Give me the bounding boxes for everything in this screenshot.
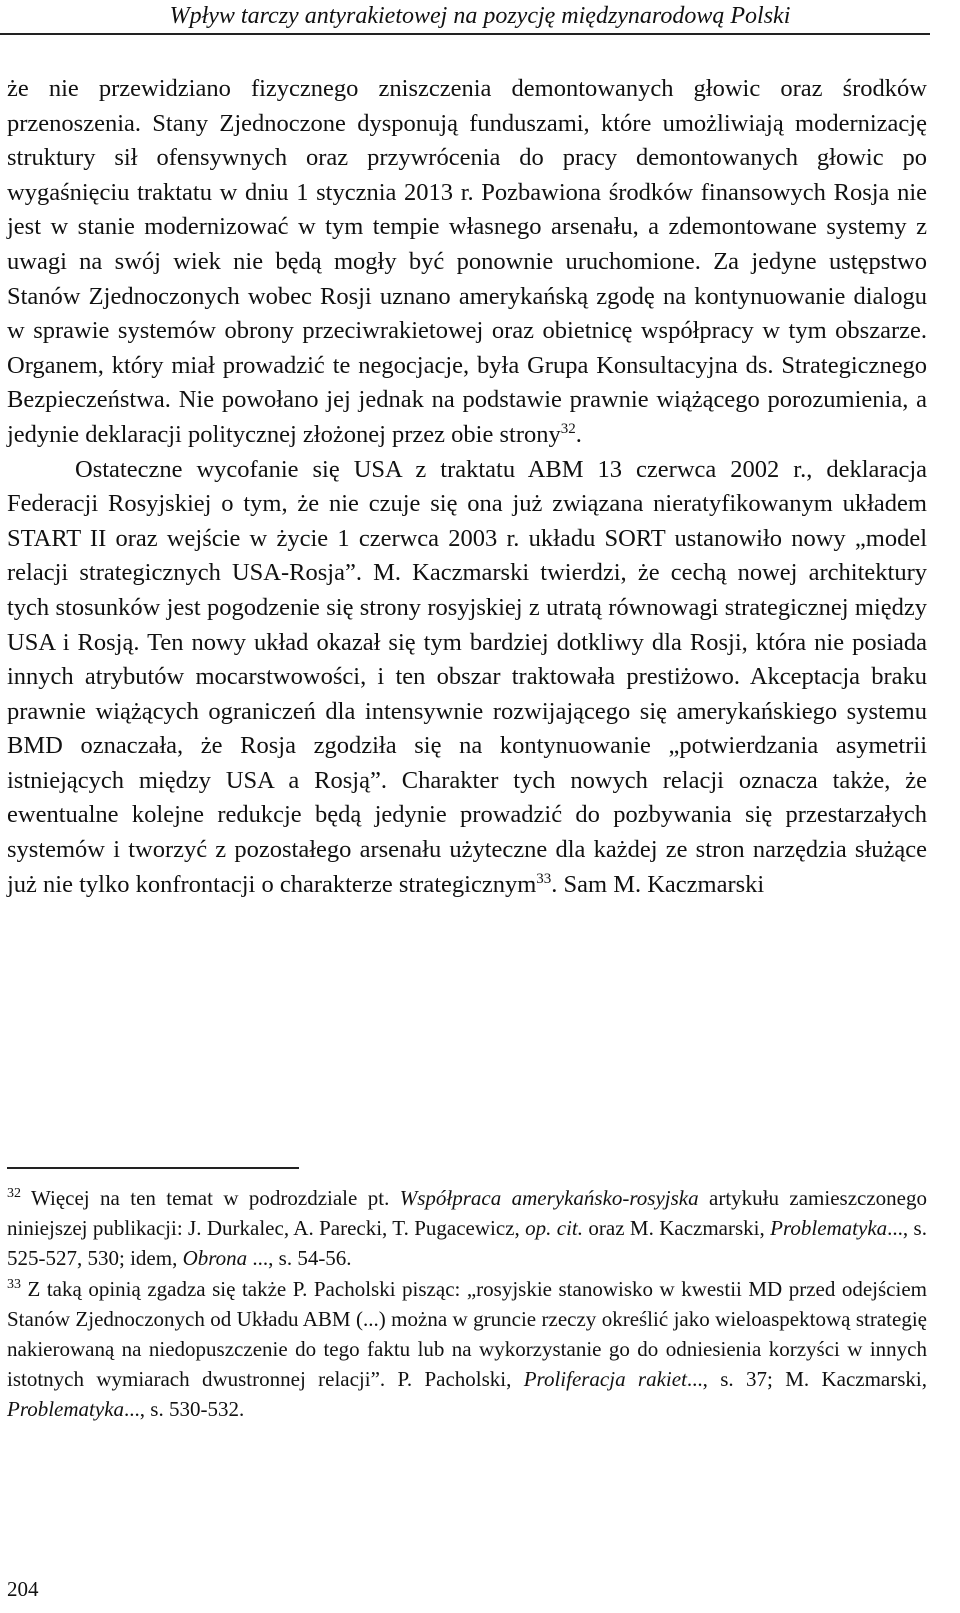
paragraph-2-tail: . Sam M. Kaczmarski [551, 870, 765, 898]
footnote-text: ..., s. 525-527, 530; idem, [7, 1216, 927, 1271]
paragraph-2 [7, 453, 927, 903]
footnote-text: ..., s. 530-532. [124, 1397, 245, 1422]
footnote-text: Więcej na ten temat w podrozdziale pt. [21, 1186, 400, 1210]
footnote-text: Z taką opinią zgadza się także P. Pacholski pisząc: „rosyjskie stanowisko w kwestii MD przed odejściem Stanów Zjednoczonych od Układu ABM (...) można w gruncie rzeczy określić jako wieloaspektową strategię nakierowaną na niedopuszczenie do tego faktu lub na wykorzystanie go do odniesienia korzyści w innych istotnych wymiarach dwustronnej relacji”. P. Pacholski, [7, 1276, 927, 1392]
footnote-text: artykułu zamieszczonego niniejszej publikacji: J. Durkalec, A. Parecki, T. Pugacewicz, [7, 1186, 927, 1241]
footnote-ref-33: 33 [536, 870, 552, 887]
footnotes [7, 1183, 927, 1425]
footnote-rule [7, 1167, 299, 1169]
footnote-32 [7, 1183, 927, 1274]
footnote-italic-title: Współpraca amerykańsko-rosyjska [399, 1186, 699, 1210]
paragraph-1-end: . [575, 420, 582, 448]
header-rule [0, 33, 930, 35]
running-title: Wpływ tarczy antyrakietowej na pozycję międzynarodową Polski [169, 3, 791, 29]
page-number: 204 [7, 1577, 39, 1601]
footnote-number: 32 [7, 1186, 21, 1201]
main-text [7, 72, 927, 902]
footnote-text: ..., s. 37; M. Kaczmarski, [686, 1367, 928, 1392]
footnote-number: 33 [7, 1276, 21, 1292]
footnote-33 [7, 1274, 927, 1425]
paragraph-1 [7, 72, 927, 453]
footnote-italic-title: Problematyka [7, 1397, 125, 1422]
paragraph-2-text: Ostateczne wycofanie się USA z traktatu ABM 13 czerwca 2002 r., deklaracja Federacji Rosyjskiej o tym, że nie czuje się ona już związana nieratyfikowanym układem START II oraz wejście w życie 1 czerwca 2003 r. układu SORT ustanowiło nowy „model relacji strategicznych USA-Rosja”. M. Kaczmarski twierdzi, że cechą nowej architektury tych stosunków jest pogodzenie się strony rosyjskiej z utratą równowagi strategicznej między USA i Rosją. Ten nowy układ okazał się tym bardziej dotkliwy dla Rosji, która nie posiada innych atrybutów mocarstwowości, i ten obszar traktowała prestiżowo. Akceptacja braku prawnie wiążących ograniczeń dla intensywnie rozwijającego się amerykańskiego systemu BMD oznaczała, że Rosja zgodziła się na kontynuowanie „potwierdzania asymetrii istniejących między USA a Rosją”. Charakter tych nowych relacji oznacza także, że ewentualne kolejne redukcje będą jedynie prowadzić do pozbywania się przestarzałych systemów i tworzyć z pozostałego arsenału użyteczne dla każdej ze stron narzędzia służące już nie tylko konfrontacji o charakterze strategicznym [7, 455, 927, 898]
footnote-italic: op. cit. [525, 1216, 584, 1241]
paragraph-1-text: że nie przewidziano fizycznego zniszczenia demontowanych głowic oraz środków przenoszenia. Stany Zjednoczone dysponują funduszami, które umożliwiają modernizację struktury sił ofensywnych oraz przywrócenia do pracy demontowanych głowic po wygaśnięciu traktatu w dniu 1 stycznia 2013 r. Pozbawiona środków finansowych Rosja nie jest w stanie modernizować w tym tempie własnego arsenału, a zdemontowane systemy z uwagi na swój wiek nie będą mogły być ponownie uruchomione. Za jedyne ustępstwo Stanów Zjednoczonych wobec Rosji uznano amerykańską zgodę na kontynuowanie dialogu w sprawie systemów obrony przeciwrakietowej oraz obietnicę współpracy w tym obszarze. Organem, który miał prowadzić te negocjacje, była Grupa Konsultacyjna ds. Strategicznego Bezpieczeństwa. Nie powołano jej jednak na podstawie prawnie wiążącego porozumienia, a jedynie deklaracji politycznej złożonej przez obie strony [7, 75, 927, 448]
footnote-italic-title: Problematyka [770, 1216, 888, 1241]
footnote-italic-title: Proliferacja rakiet [523, 1367, 687, 1392]
footnote-text: ..., s. 54-56. [247, 1246, 352, 1271]
footnote-ref-32: 32 [560, 420, 576, 437]
footnote-italic-title: Obrona [182, 1246, 248, 1271]
footnote-text: oraz M. Kaczmarski, [583, 1216, 771, 1241]
